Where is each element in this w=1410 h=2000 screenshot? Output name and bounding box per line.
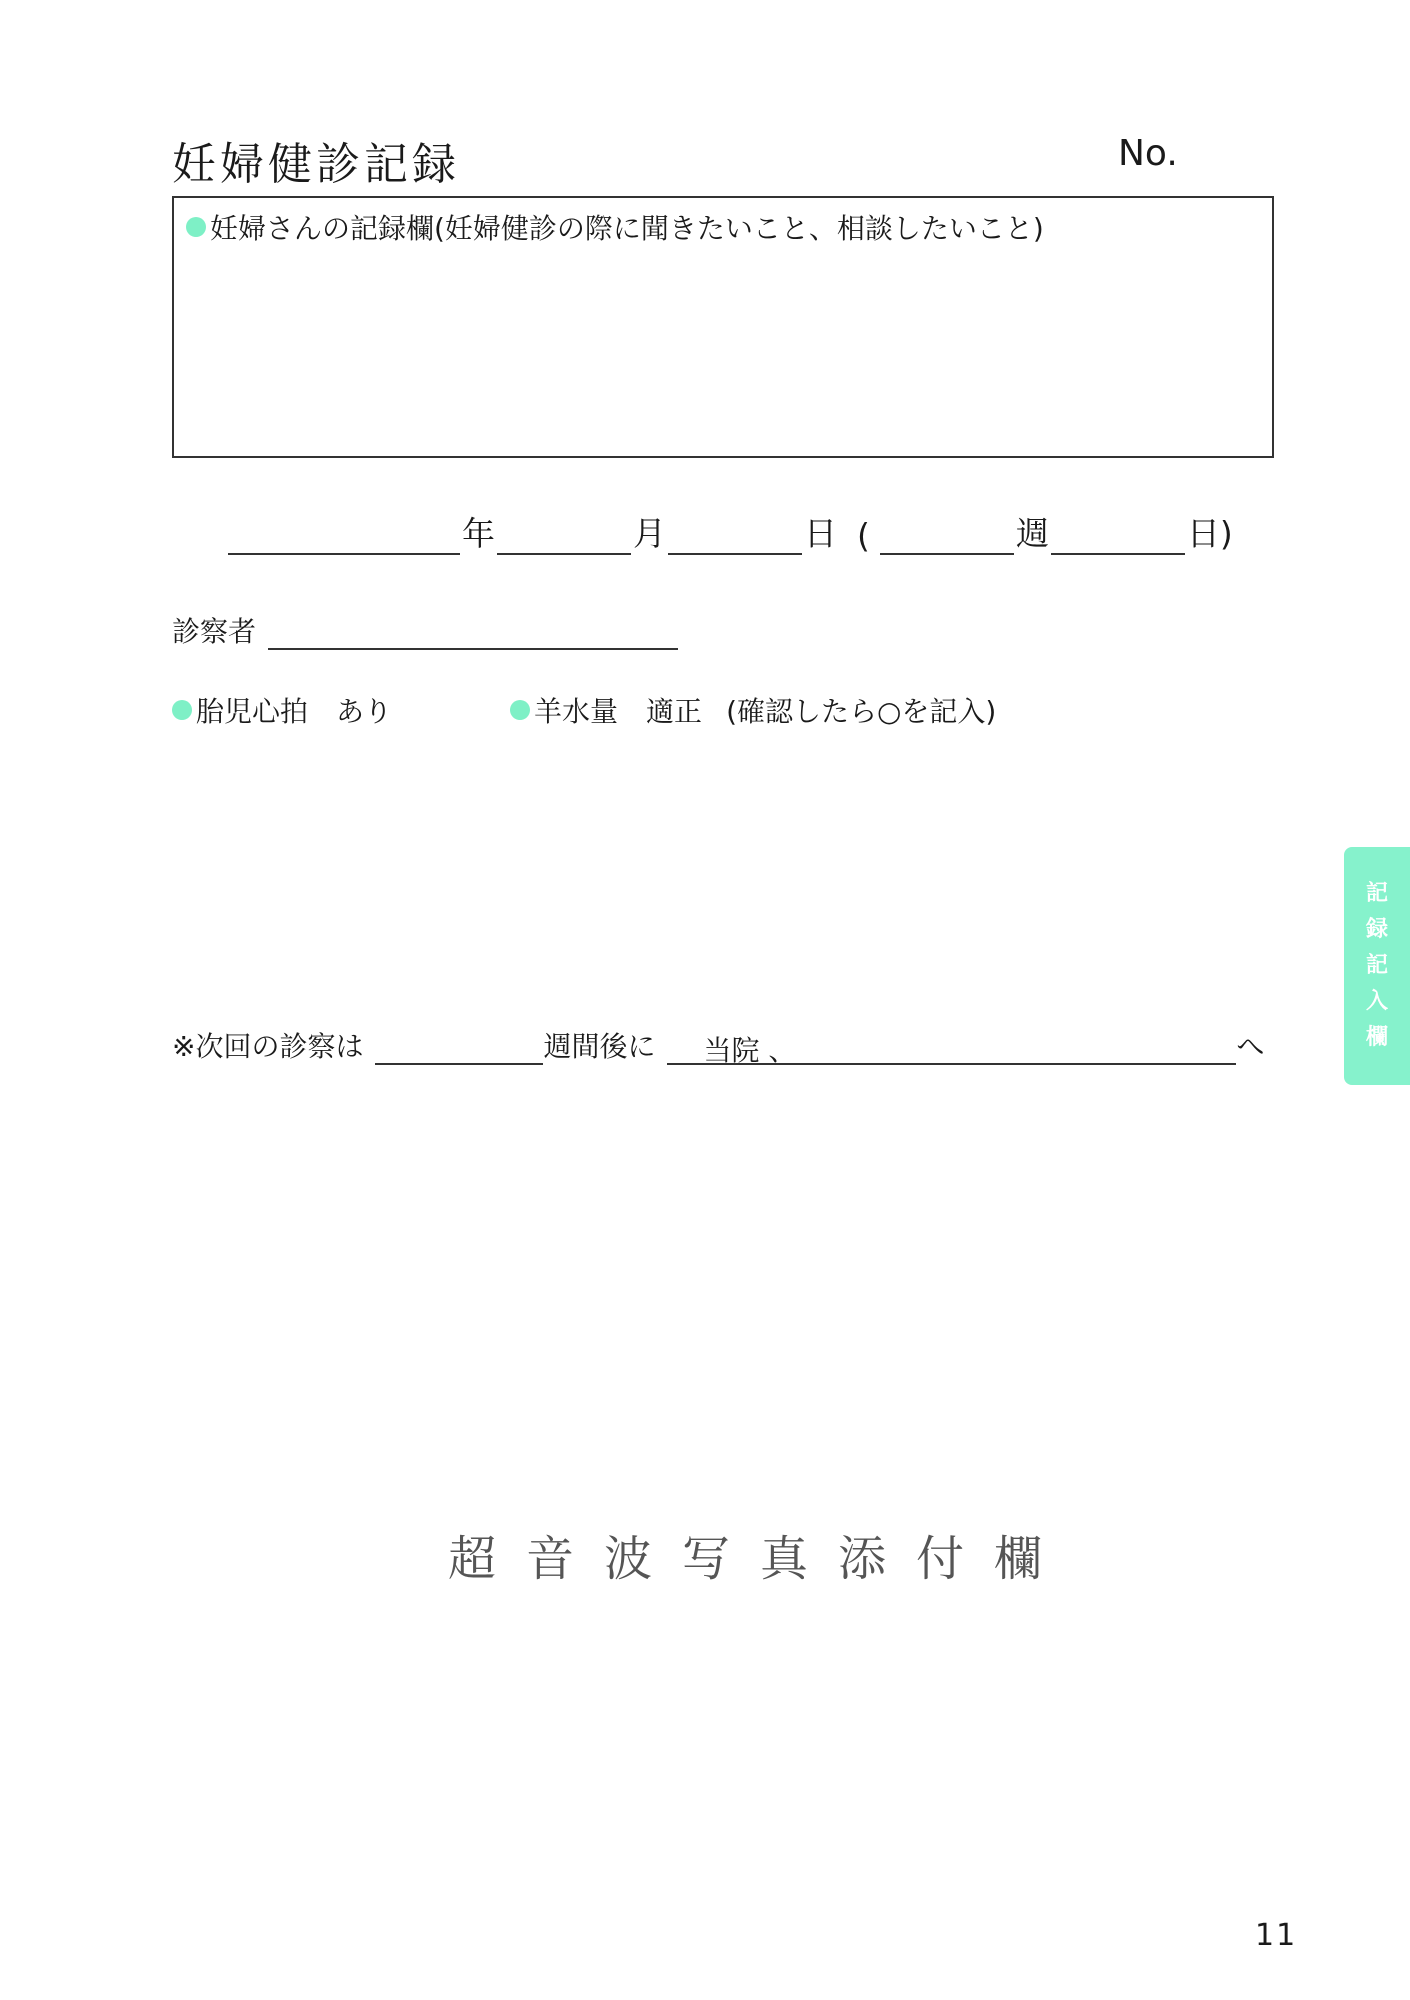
week-label: 週 xyxy=(1015,514,1049,553)
bullet-dot-icon xyxy=(186,217,206,237)
month-label: 月 xyxy=(633,514,666,553)
bullet-dot-icon xyxy=(510,700,530,720)
side-tab-char: 記 xyxy=(1365,881,1388,906)
next-visit-prefix: ※次回の診察は xyxy=(172,1030,364,1063)
bullet-dot-icon xyxy=(172,700,192,720)
side-tab-char: 記 xyxy=(1365,953,1388,978)
ultrasound-photo-title: 超音波写真添付欄 xyxy=(448,1531,1073,1587)
year-field[interactable] xyxy=(228,513,460,555)
side-tab-char: 欄 xyxy=(1365,1025,1388,1050)
other-hospital-field[interactable] xyxy=(796,1029,1236,1065)
side-tab-char: 録 xyxy=(1365,917,1388,942)
fluid-label: 羊水量 xyxy=(534,695,619,728)
days-field[interactable] xyxy=(1051,513,1185,555)
year-label: 年 xyxy=(462,514,495,553)
visit-date-row xyxy=(228,508,1235,555)
heartbeat-label: 胎児心拍 xyxy=(196,695,309,728)
weeks-after-field[interactable] xyxy=(375,1029,543,1065)
side-tab-char: 入 xyxy=(1365,989,1388,1014)
examiner-label: 診察者 xyxy=(172,615,257,648)
examiner-row xyxy=(172,610,678,650)
side-tab[interactable] xyxy=(1344,847,1410,1085)
heartbeat-value[interactable]: あり xyxy=(336,695,393,728)
memo-label-row xyxy=(186,207,1044,247)
open-paren: ( xyxy=(857,516,870,555)
next-visit-row xyxy=(172,1025,1264,1065)
fluid-value[interactable]: 適正 xyxy=(646,695,703,728)
weeks-field[interactable] xyxy=(880,513,1014,555)
page-number: 11 xyxy=(1255,1918,1298,1953)
weeks-after-label: 週間後に xyxy=(543,1030,656,1063)
check-note: (確認したら○を記入) xyxy=(726,695,997,728)
hospital-label: 当院 、 xyxy=(703,1034,797,1067)
examiner-field[interactable] xyxy=(268,614,678,650)
day-label: 日 xyxy=(804,514,837,553)
month-field[interactable] xyxy=(497,513,631,555)
memo-label: 妊婦さんの記録欄(妊婦健診の際に聞きたいこと、相談したいこと) xyxy=(210,212,1044,245)
hospital-option[interactable] xyxy=(667,1029,796,1065)
record-number-label: No. xyxy=(1118,133,1178,174)
check-row xyxy=(172,690,996,730)
day2-label: 日) xyxy=(1186,514,1233,553)
day-field[interactable] xyxy=(668,513,802,555)
to-label: へ xyxy=(1236,1030,1265,1063)
page-title: 妊婦健診記録 xyxy=(172,139,460,190)
